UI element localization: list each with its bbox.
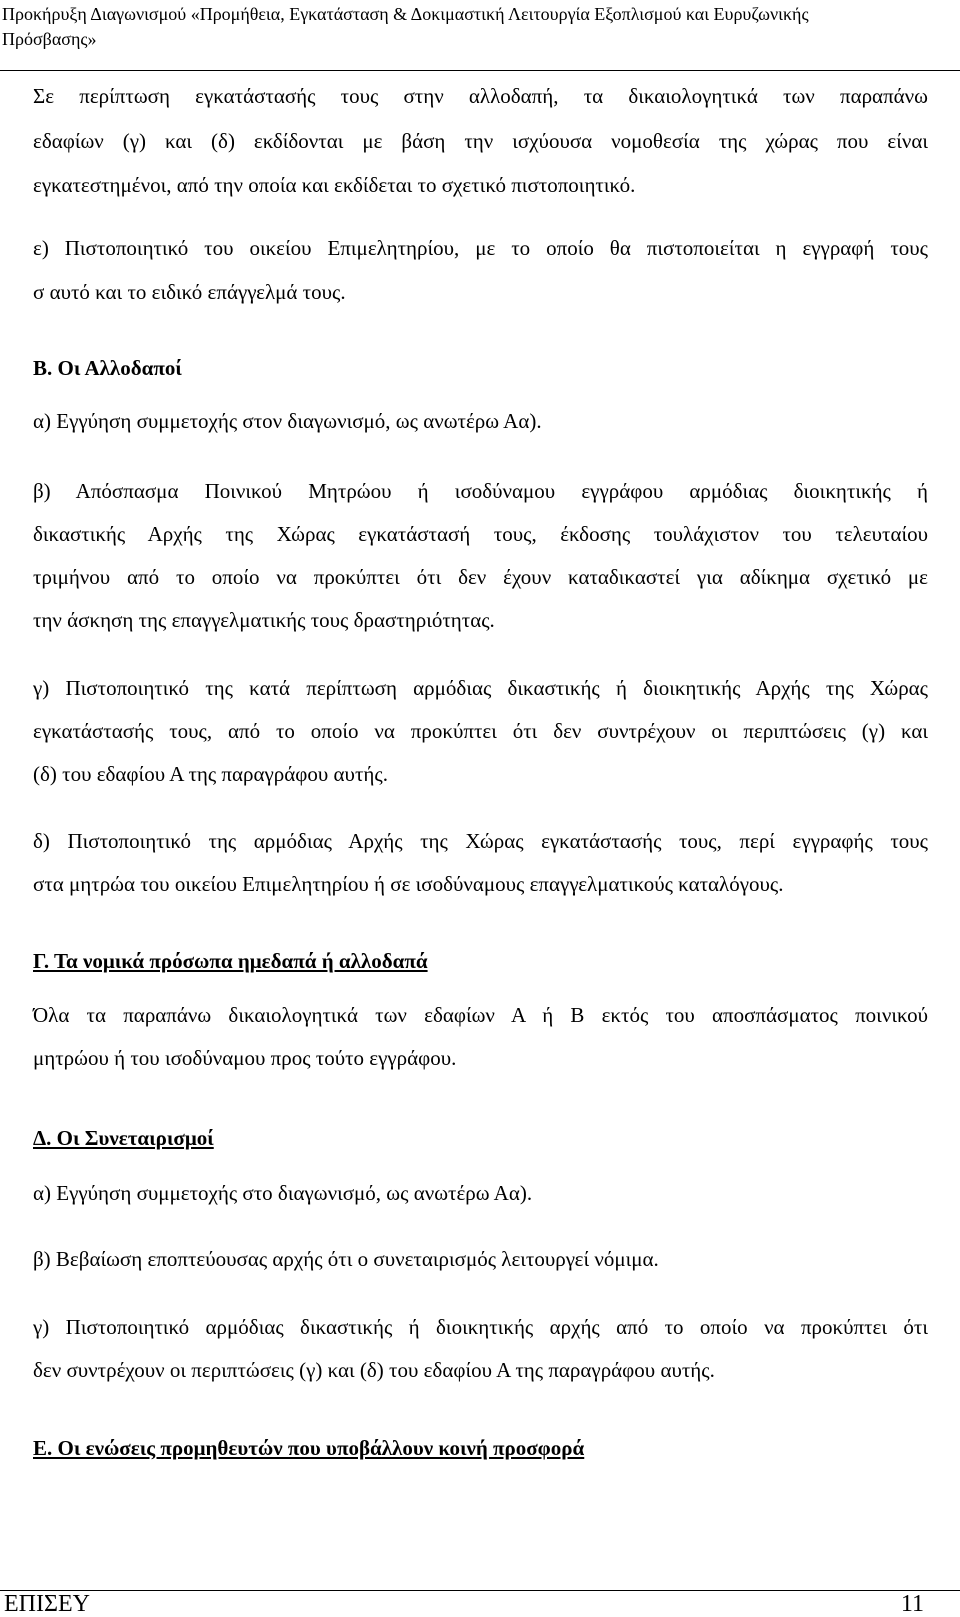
section-heading-d: Δ. Οι Συνεταιρισμοί [33, 1126, 214, 1150]
b-item-c-line: (δ) του εδαφίου Α της παραγράφου αυτής. [33, 762, 388, 786]
d-item-b: β) Βεβαίωση εποπτεύουσας αρχής ότι ο συνεταιρισμός λειτουργεί νόμιμα. [33, 1247, 659, 1271]
footer-page-number: 11 [900, 1591, 924, 1617]
item-e-chamber-certificate-line: ε) Πιστοποιητικό του οικείου Επιμελητηρίου, με το οποίο θα πιστοποιείται η εγγραφή τους [33, 236, 928, 260]
b-item-b-line: τριμήνου από το οποίο να προκύπτει ότι δεν έχουν καταδικαστεί για αδίκημα σχετικό με [33, 565, 928, 589]
b-item-d-line: δ) Πιστοποιητικό της αρμόδιας Αρχής της Χώρας εγκατάστασής τους, περί εγγραφής τους [33, 829, 928, 853]
item-e-chamber-certificate-line: σ αυτό και το ειδικό επάγγελμά τους. [33, 280, 346, 304]
page-header [0, 0, 960, 71]
b-item-a: α) Εγγύηση συμμετοχής στον διαγωνισμό, ως ανωτέρω Αα). [33, 409, 542, 433]
b-item-c-line: εγκατάστασής τους, από το οποίο να προκύπτει ότι δεν συντρέχουν οι περιπτώσεις (γ) και [33, 719, 928, 743]
d-item-c-line: γ) Πιστοποιητικό αρμόδιας δικαστικής ή διοικητικής αρχής από το οποίο να προκύπτει ότι [33, 1315, 928, 1339]
b-item-c-line: γ) Πιστοποιητικό της κατά περίπτωση αρμόδιας δικαστικής ή διοικητικής Αρχής της Χώρας [33, 676, 928, 700]
d-item-c-line: δεν συντρέχουν οι περιπτώσεις (γ) και (δ) του εδαφίου Α της παραγράφου αυτής. [33, 1358, 715, 1382]
page-footer [0, 1590, 960, 1617]
c-text-line: μητρώου ή του ισοδύναμου προς τούτο εγγράφου. [33, 1046, 457, 1070]
header-title-line-1: Προκήρυξη Διαγωνισμού «Προμήθεια, Εγκατάσταση & Δοκιμαστική Λειτουργία Εξοπλισμού και Ευρυζωνικής [2, 4, 809, 24]
section-heading-c: Γ. Τα νομικά πρόσωπα ημεδαπά ή αλλοδαπά [33, 949, 428, 973]
c-text-line: Όλα τα παραπάνω δικαιολογητικά των εδαφίων Α ή Β εκτός του αποσπάσματος ποινικού [33, 1003, 928, 1027]
section-heading-b: Β. Οι Αλλοδαποί [33, 356, 182, 380]
b-item-b-line: την άσκηση της επαγγελματικής τους δραστηριότητας. [33, 608, 495, 632]
d-item-a: α) Εγγύηση συμμετοχής στο διαγωνισμό, ως ανωτέρω Αα). [33, 1181, 533, 1205]
header-title-line-2: Πρόσβασης» [2, 29, 97, 49]
b-item-b-line: β) Απόσπασμα Ποινικού Μητρώου ή ισοδύναμου εγγράφου αρμόδιας διοικητικής ή [33, 479, 928, 503]
paragraph-foreign-establishment-line: εδαφίων (γ) και (δ) εκδίδονται με βάση την ισχύουσα νομοθεσία της χώρας που είναι [33, 129, 928, 153]
section-heading-e: Ε. Οι ενώσεις προμηθευτών που υποβάλλουν κοινή προσφορά [33, 1436, 585, 1460]
footer-organization: ΕΠΙΣΕΥ [4, 1591, 90, 1617]
paragraph-foreign-establishment-line: Σε περίπτωση εγκατάστασής τους στην αλλοδαπή, τα δικαιολογητικά των παραπάνω [33, 84, 928, 108]
b-item-d-line: στα μητρώα του οικείου Επιμελητηρίου ή σε ισοδύναμους επαγγελματικούς καταλόγους. [33, 872, 784, 896]
b-item-b-line: δικαστικής Αρχής της Χώρας εγκατάστασή τους, έκδοσης τουλάχιστον του τελευταίου [33, 522, 928, 546]
paragraph-foreign-establishment-line: εγκατεστημένοι, από την οποία και εκδίδεται το σχετικό πιστοποιητικό. [33, 173, 636, 197]
